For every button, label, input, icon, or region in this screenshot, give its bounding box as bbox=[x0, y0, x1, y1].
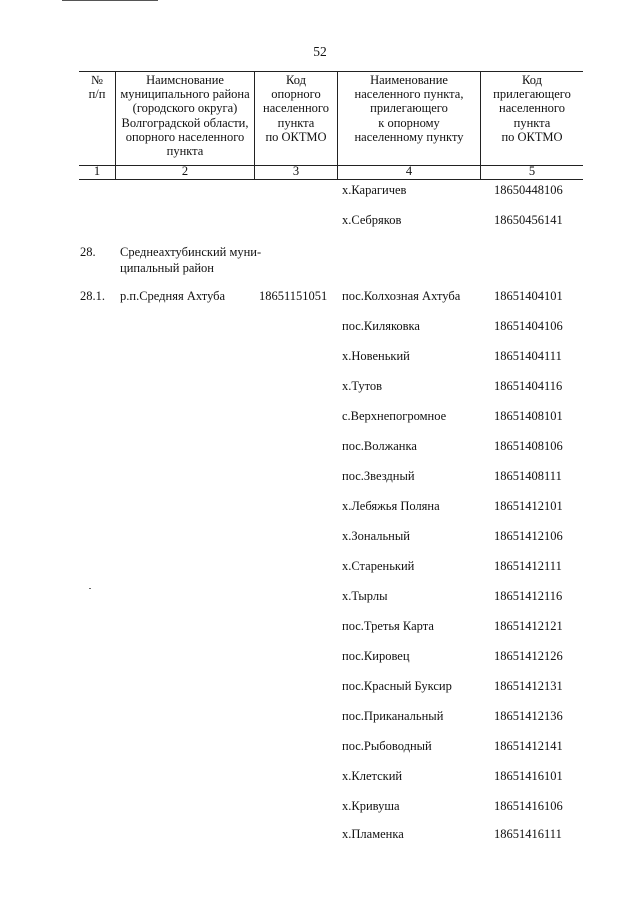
adjacent-place-name: пос.Третья Карта bbox=[342, 619, 434, 633]
header-line: опорного населенного bbox=[125, 129, 245, 144]
adjacent-place-code: 18651404106 bbox=[494, 319, 563, 333]
column-number: 4 bbox=[405, 164, 413, 178]
adjacent-place-name: х.Новенький bbox=[342, 349, 410, 363]
column-numbers-row bbox=[79, 165, 583, 179]
header-line: Код bbox=[286, 73, 306, 87]
header-line: муниципального района bbox=[120, 87, 250, 102]
header-line: населенному пункту bbox=[354, 129, 464, 144]
header-line: пункта bbox=[277, 115, 315, 130]
adjacent-place-name: х.Тутов bbox=[342, 379, 383, 393]
table-row bbox=[0, 527, 640, 545]
adjacent-place-name: х.Пламенка bbox=[342, 827, 404, 841]
table-row bbox=[0, 243, 640, 275]
adjacent-place-code: 18651412121 bbox=[494, 619, 563, 633]
adjacent-place-code: 18651412136 bbox=[494, 709, 563, 723]
adjacent-place-name: х.Лебяжья Поляна bbox=[342, 499, 440, 513]
adjacent-place-name: пос.Красный Буксир bbox=[342, 679, 452, 693]
adjacent-place-code: 18651412111 bbox=[494, 559, 562, 573]
adjacent-place-code: 18651412106 bbox=[494, 529, 563, 543]
adjacent-place-name: пос.Колхозная Ахтуба bbox=[342, 289, 461, 303]
table-row bbox=[0, 617, 640, 635]
row-number: 28. bbox=[80, 245, 96, 259]
column-number: 2 bbox=[181, 164, 189, 178]
table-row bbox=[0, 737, 640, 755]
table-row bbox=[0, 825, 640, 843]
table-row bbox=[0, 677, 640, 695]
adjacent-place-name: с.Верхнепогромное bbox=[342, 409, 447, 423]
table-row bbox=[0, 647, 640, 665]
adjacent-place-code: 18651416106 bbox=[494, 799, 563, 813]
table-row bbox=[0, 317, 640, 335]
header-line: по ОКТМО bbox=[265, 129, 327, 144]
header-line: населенного bbox=[263, 101, 329, 116]
header-cell bbox=[79, 71, 115, 167]
adjacent-place-name: х.Зональный bbox=[342, 529, 410, 543]
adjacent-place-code: 18651404111 bbox=[494, 349, 562, 363]
adjacent-place-code: 18651404116 bbox=[494, 379, 563, 393]
row-number: 28.1. bbox=[80, 289, 105, 303]
header-line: населенного bbox=[499, 101, 565, 116]
adjacent-place-name: х.Карагичев bbox=[342, 183, 407, 197]
adjacent-place-name: х.Старенький bbox=[342, 559, 415, 573]
header-line: по ОКТМО bbox=[501, 129, 563, 144]
table-row bbox=[0, 797, 640, 815]
header-line: (городского округа) bbox=[132, 101, 238, 116]
district-name-line: Среднеахтубинский муни- bbox=[120, 245, 262, 259]
settlement-code: 18651151051 bbox=[259, 289, 328, 303]
district-name-line: ципальный район bbox=[120, 261, 214, 275]
table-row bbox=[0, 587, 640, 605]
adjacent-place-name: пос.Кировец bbox=[342, 649, 410, 663]
page-number: 52 bbox=[313, 44, 327, 59]
table-row bbox=[0, 497, 640, 515]
adjacent-place-name: х.Тырлы bbox=[342, 589, 388, 603]
table-row bbox=[0, 407, 640, 425]
adjacent-place-code: 18651412131 bbox=[494, 679, 563, 693]
column-number: 3 bbox=[292, 164, 300, 178]
header-line: пункта bbox=[513, 115, 551, 130]
table-row bbox=[0, 707, 640, 725]
table-row bbox=[0, 437, 640, 455]
header-line: населенного пункта, bbox=[354, 87, 464, 102]
header-line: прилегающего bbox=[493, 87, 571, 102]
header-line: Волгоградской области, bbox=[121, 115, 249, 130]
header-line: к опорному bbox=[378, 115, 440, 130]
column-number: 5 bbox=[528, 164, 536, 178]
table-row bbox=[0, 347, 640, 365]
adjacent-place-name: пос.Приканальный bbox=[342, 709, 444, 723]
scan-speck bbox=[89, 588, 91, 589]
adjacent-place-name: х.Кривуша bbox=[342, 799, 400, 813]
district-name: р.п.Средняя Ахтуба bbox=[120, 289, 226, 303]
table-row bbox=[0, 211, 640, 229]
header-line: пункта bbox=[166, 144, 204, 159]
adjacent-place-code: 18651416111 bbox=[494, 827, 562, 841]
table-row bbox=[0, 557, 640, 575]
column-numbers-line bbox=[79, 179, 583, 180]
header-line: Наименование bbox=[370, 73, 448, 87]
header-line: п/п bbox=[88, 87, 106, 102]
header-line: прилегающего bbox=[370, 101, 448, 116]
header-cell bbox=[255, 71, 337, 167]
district-name bbox=[120, 244, 261, 276]
adjacent-place-code: 18651404101 bbox=[494, 289, 563, 303]
top-rule bbox=[62, 0, 158, 1]
table-row bbox=[0, 377, 640, 395]
header-line: Наимснование bbox=[146, 73, 224, 87]
header-cell bbox=[338, 71, 480, 167]
adjacent-place-code: 18651408106 bbox=[494, 439, 563, 453]
column-number: 1 bbox=[93, 164, 101, 178]
table-row bbox=[0, 467, 640, 485]
adjacent-place-code: 18651416101 bbox=[494, 769, 563, 783]
adjacent-place-name: х.Клетский bbox=[342, 769, 403, 783]
table-header bbox=[79, 71, 583, 165]
adjacent-place-name: пос.Рыбоводный bbox=[342, 739, 432, 753]
adjacent-place-code: 18651408111 bbox=[494, 469, 562, 483]
header-line: опорного bbox=[271, 87, 321, 102]
header-line: Код bbox=[522, 73, 542, 87]
adjacent-place-name: пос.Киляковка bbox=[342, 319, 420, 333]
header-cell bbox=[116, 71, 254, 167]
adjacent-place-code: 18651412141 bbox=[494, 739, 563, 753]
header-line: № bbox=[91, 73, 103, 87]
adjacent-place-code: 18651408101 bbox=[494, 409, 563, 423]
table-row bbox=[0, 287, 640, 305]
adjacent-place-name: пос.Волжанка bbox=[342, 439, 417, 453]
header-cell bbox=[481, 71, 583, 167]
adjacent-place-code: 18651412116 bbox=[494, 589, 563, 603]
adjacent-place-code: 18650448106 bbox=[494, 183, 563, 197]
adjacent-place-code: 18650456141 bbox=[494, 213, 563, 227]
table-row bbox=[0, 767, 640, 785]
table-row bbox=[0, 181, 640, 199]
adjacent-place-name: х.Себряков bbox=[342, 213, 402, 227]
adjacent-place-code: 18651412101 bbox=[494, 499, 563, 513]
adjacent-place-name: пос.Звездный bbox=[342, 469, 415, 483]
adjacent-place-code: 18651412126 bbox=[494, 649, 563, 663]
